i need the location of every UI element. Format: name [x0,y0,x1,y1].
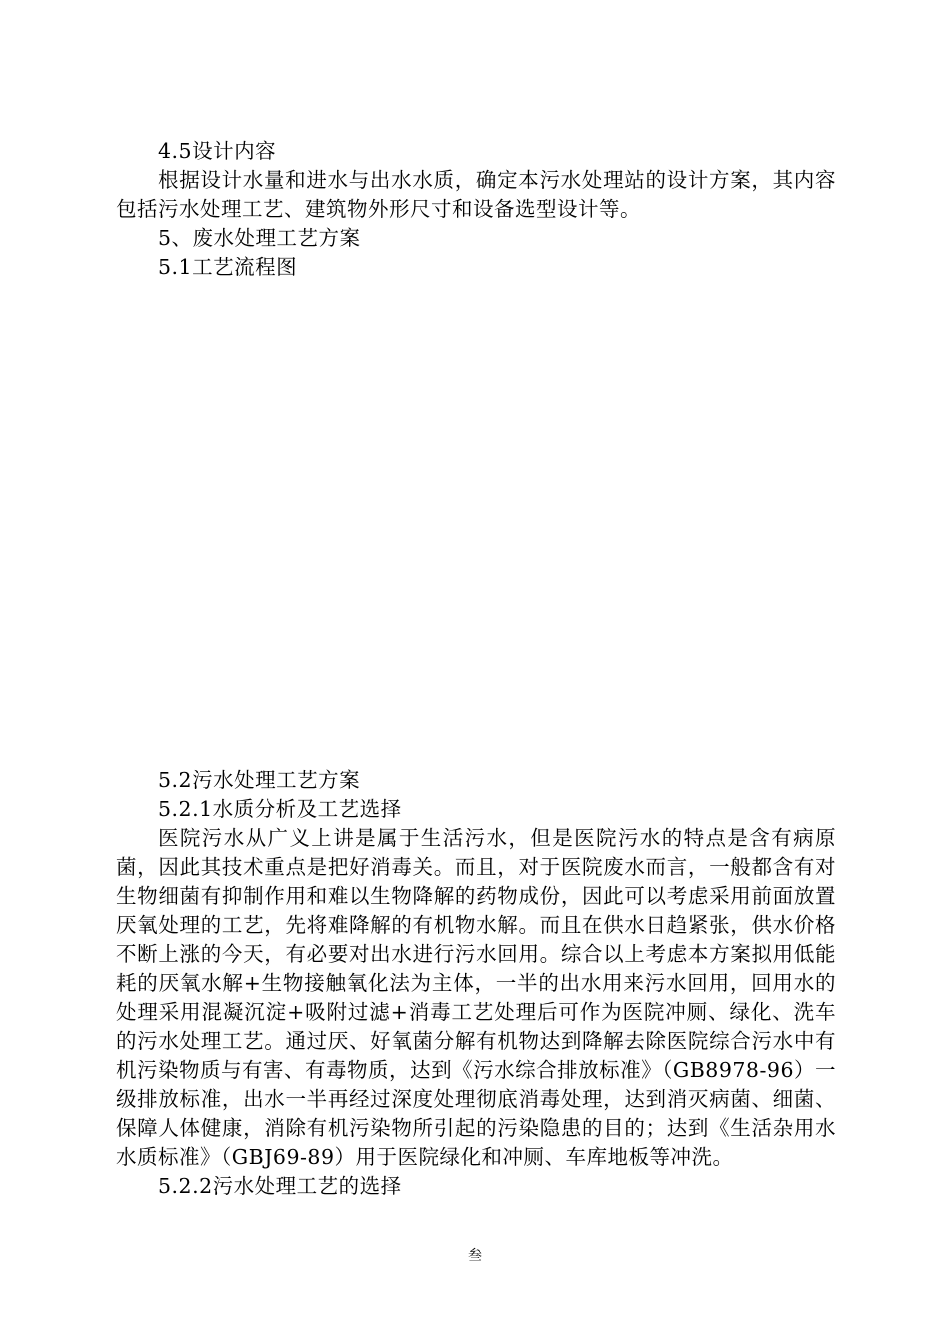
section-4-5-paragraph [116,166,836,224]
process-flow-figure-area [116,285,836,760]
page-number: 叁 [468,1248,482,1264]
section-5-2-heading: 5.2污水处理工艺方案 [158,768,361,792]
section-5-2-1-text: 医院污水从广义上讲是属于生活污水，但是医院污水的特点是含有病原菌，因此其技术重点是把好消毒关。而且，对于医院废水而言，一般都含有对生物细菌有抑制作用和难以生物降解的药物成份，因此可以考虑采用前面放置厌氧处理的工艺，先将难降解的有机物水解。而且在供水日趋紧张，供水价格不断上涨的今天，有必要对出水进行污水回用。综合以上考虑本方案拟用低能耗的厌氧水解+生物接触氧化法为主体，一半的出水用来污水回用，回用水的处理采用混凝沉淀+吸附过滤+消毒工艺处理后可作为医院冲厕、绿化、洗车的污水处理工艺。通过厌、好氧菌分解有机物达到降解去除医院综合污水中有机污染物质与有害、有毒物质，达到《污水综合排放标准》（GB8978-96）一级排放标准，出水一半再经过深度处理彻底消毒处理，达到消灭病菌、细菌、保障人体健康，消除有机污染物所引起的污染隐患的目的；达到《生活杂用水水质标准》（GBJ69-89）用于医院绿化和冲厕、车库地板等冲洗。 [116,826,836,1169]
section-5-2-1-paragraph [116,824,836,1172]
section-5-2-1-heading: 5.2.1水质分析及工艺选择 [158,797,402,821]
section-5-2-2-heading: 5.2.2污水处理工艺的选择 [158,1174,402,1198]
section-4-5-heading: 4.5设计内容 [158,139,277,163]
section-5-1-heading: 5.1工艺流程图 [158,255,298,279]
section-4-5-text: 根据设计水量和进水与出水水质，确定本污水处理站的设计方案，其内容包括污水处理工艺、建筑物外形尺寸和设备选型设计等。 [116,168,836,221]
section-5-heading: 5、废水处理工艺方案 [158,226,361,250]
